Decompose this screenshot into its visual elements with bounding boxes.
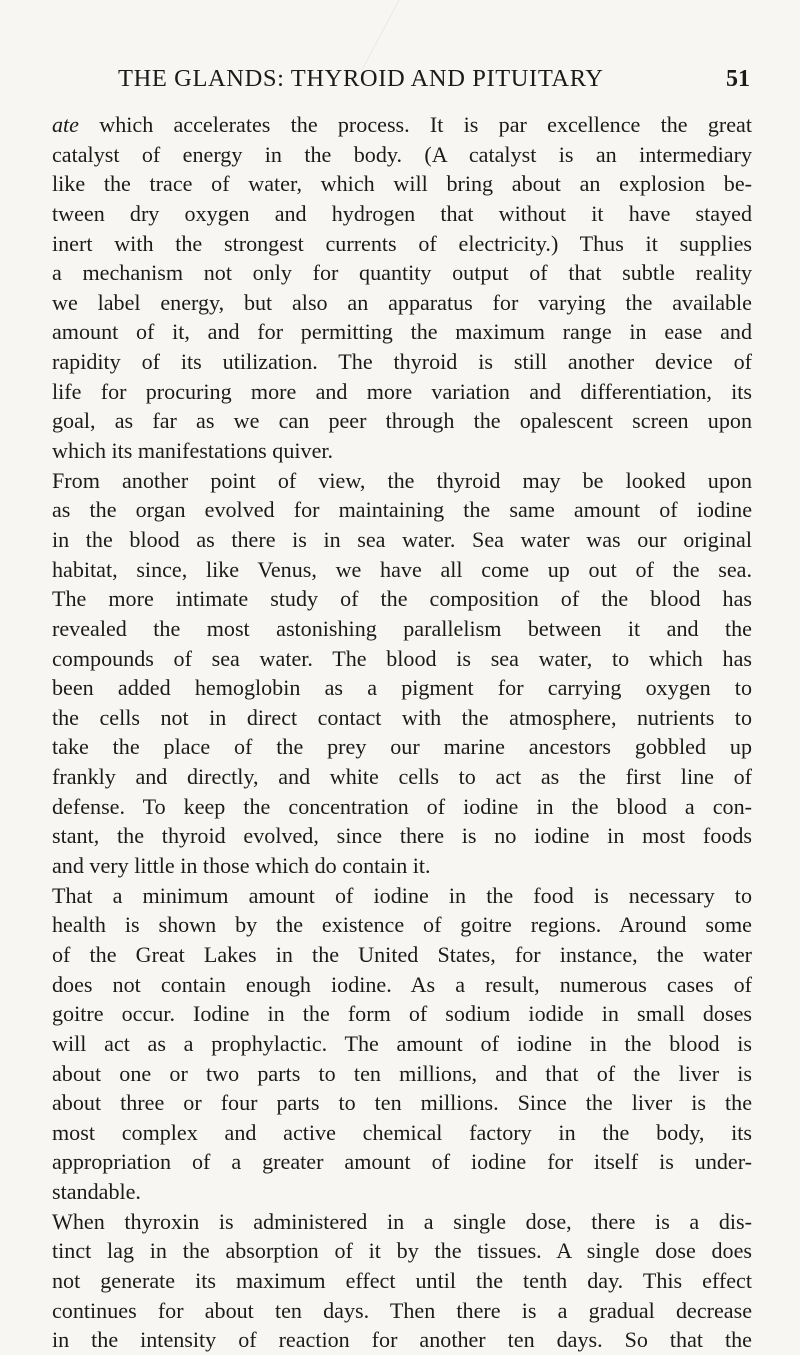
text-line: stant, the thyroid evolved, since there is no iodine in most foods [52,823,752,849]
text-line: compounds of sea water. The blood is sea water, to which has [52,645,752,671]
text-line: life for procuring more and more variation and differentiation, its [52,378,752,404]
text-line: tinct lag in the absorption of it by the tissues. A single dose does [52,1238,752,1264]
text-line: does not contain enough iodine. As a result, numerous cases of [52,971,752,997]
text-line: been added hemoglobin as a pigment for carrying oxygen to [52,675,752,701]
text-line: goal, as far as we can peer through the opalescent screen upon [52,408,752,434]
text-line: in the intensity of reaction for another ten days. So that the [52,1327,752,1353]
text-line: standable. [52,1179,141,1205]
text-line: not generate its maximum effect until the tenth day. This effect [52,1267,752,1293]
text-line: of the Great Lakes in the United States, for instance, the water [52,941,752,967]
text-line: continues for about ten days. Then there is a gradual decrease [52,1297,752,1323]
text-line: amount of it, and for permitting the maximum range in ease and [52,319,752,345]
text-line: about three or four parts to ten millions. Since the liver is the [52,1090,752,1116]
paragraph [52,881,752,1207]
text-line: tween dry oxygen and hydrogen that without it have stayed [52,200,752,226]
text-line: we label energy, but also an apparatus for varying the available [52,289,752,315]
text-line: in the blood as there is in sea water. Sea water was our original [52,526,752,552]
text-line: will act as a prophylactic. The amount of iodine in the blood is [52,1030,752,1056]
text-line [52,110,752,140]
page-crease [361,0,439,70]
line-text: which accelerates the process. It is par excellence the great [79,112,752,137]
text-line: appropriation of a greater amount of iodine for itself is under- [52,1149,752,1175]
text-line: That a minimum amount of iodine in the food is necessary to [52,882,752,908]
text-line: habitat, since, like Venus, we have all come up out of the sea. [52,556,752,582]
body-text [52,110,752,1355]
text-line: inert with the strongest currents of electricity.) Thus it supplies [52,230,752,256]
text-line: which its manifestations quiver. [52,438,334,464]
text-line: goitre occur. Iodine in the form of sodium iodide in small doses [52,1001,752,1027]
text-line: like the trace of water, which will bring about an explosion be- [52,171,752,197]
text-line: a mechanism not only for quantity output of that subtle reality [52,260,752,286]
text-line: rapidity of its utilization. The thyroid is still another device of [52,349,752,375]
text-line: health is shown by the existence of goitre regions. Around some [52,912,752,938]
text-line: From another point of view, the thyroid may be looked upon [52,467,752,493]
text-line: as the organ evolved for maintaining the same amount of iodine [52,497,752,523]
text-line: most complex and active chemical factory in the body, its [52,1119,752,1145]
text-line: When thyroxin is administered in a single dose, there is a dis- [52,1208,752,1234]
text-line: The more intimate study of the composition of the blood has [52,586,752,612]
text-line: the cells not in direct contact with the atmosphere, nutrients to [52,704,752,730]
text-line: and very little in those which do contain it. [52,853,431,879]
text-line: frankly and directly, and white cells to act as the first line of [52,764,752,790]
text-line: take the place of the prey our marine ancestors gobbled up [52,734,752,760]
text-line: revealed the most astonishing parallelism between it and the [52,615,752,641]
running-head: THE GLANDS: THYROID AND PITUITARY [118,65,604,92]
paragraph [52,110,752,466]
page-number: 51 [726,66,750,92]
first-word: ate [52,112,79,137]
text-line: about one or two parts to ten millions, and that of the liver is [52,1060,752,1086]
text-line: defense. To keep the concentration of iodine in the blood a con- [52,793,752,819]
text-line: catalyst of energy in the body. (A catalyst is an intermediary [52,141,752,167]
paragraph [52,1207,752,1355]
paragraph [52,466,752,881]
